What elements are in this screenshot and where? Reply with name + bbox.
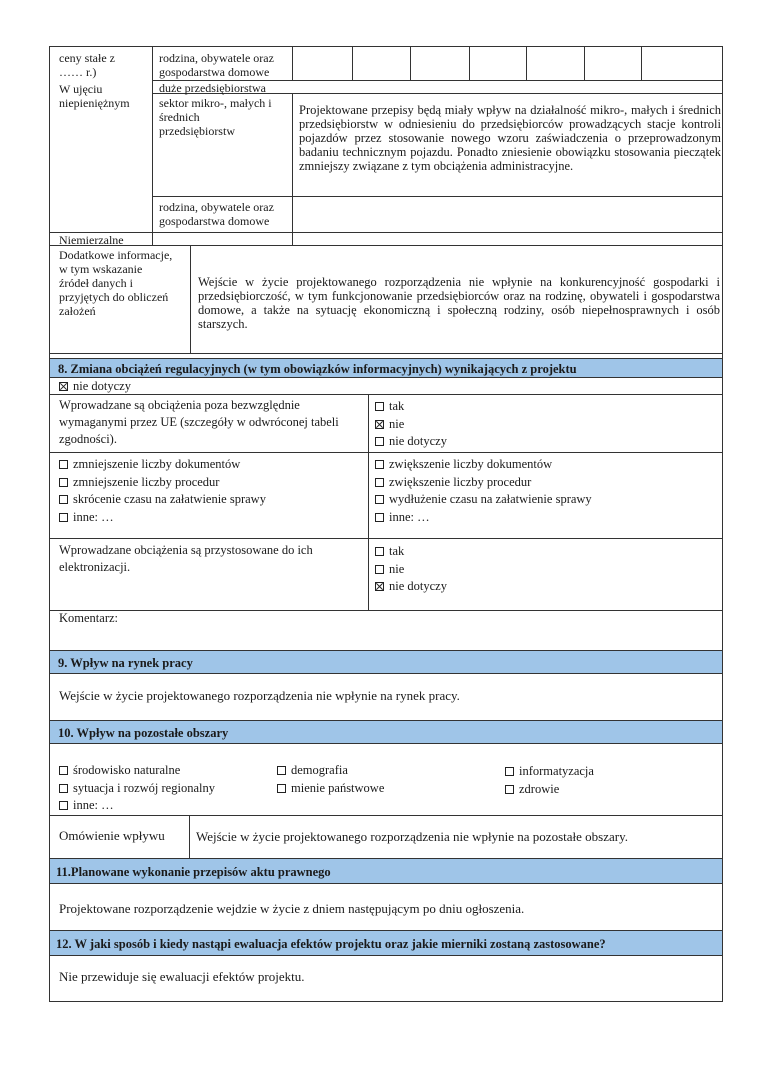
- checkbox-checked-icon: [375, 420, 384, 429]
- section-11-header: 11.Planowane wykonanie przepisów aktu prawnego: [50, 858, 722, 884]
- checkbox-icon: [59, 801, 68, 810]
- checkbox-icon: [277, 766, 286, 775]
- areas-col-2: [277, 762, 384, 797]
- omowienie-label: Omówienie wpływu: [59, 828, 165, 843]
- rule: [410, 47, 411, 80]
- q2-label: Wprowadzane obciążenia są przystosowane do ich elektronizacji.: [59, 543, 313, 574]
- checkbox-icon: [59, 460, 68, 469]
- option-skrocenie-czasu[interactable]: skrócenie czasu na załatwienie sprawy: [59, 491, 266, 509]
- rule: [50, 452, 722, 453]
- rule: [368, 394, 369, 610]
- option-inne-left[interactable]: inne: …: [59, 509, 266, 527]
- checkbox-icon: [505, 767, 514, 776]
- option-inne-areas[interactable]: inne: …: [59, 797, 215, 815]
- rule: [50, 610, 722, 611]
- option-inne-right[interactable]: inne: …: [375, 509, 592, 527]
- checkbox-icon: [375, 547, 384, 556]
- checkbox-icon: [59, 478, 68, 487]
- rule: [50, 353, 722, 354]
- rule: [50, 538, 722, 539]
- omowienie-text: Wejście w życie projektowanego rozporządzenia nie wpłynie na pozostałe obszary.: [196, 829, 628, 844]
- checkbox-icon: [375, 460, 384, 469]
- rule: [526, 47, 527, 80]
- section-9-header: 9. Wpływ na rynek pracy: [50, 650, 722, 674]
- rule: [152, 196, 722, 197]
- checkbox-icon: [375, 402, 384, 411]
- checkbox-icon: [375, 513, 384, 522]
- checkbox-icon: [277, 784, 286, 793]
- section-12-header: 12. W jaki sposób i kiedy nastąpi ewaluacja efektów projektu oraz jakie mierniki zostaną zastosowane?: [50, 930, 722, 956]
- q1-option-nie-dotyczy[interactable]: nie dotyczy: [375, 433, 447, 451]
- q1-label: Wprowadzane są obciążenia poza bezwzględnie wymaganymi przez UE (szczegóły w odwróconej tabeli zgodności).: [59, 398, 339, 446]
- checkbox-icon: [375, 478, 384, 487]
- checkbox-icon: [59, 513, 68, 522]
- option-zmniejszenie-procedur[interactable]: zmniejszenie liczby procedur: [59, 474, 266, 492]
- rule: [292, 93, 293, 245]
- checkbox-checked-icon: [59, 382, 68, 391]
- option-zwiekszenie-procedur[interactable]: zwiększenie liczby procedur: [375, 474, 592, 492]
- q2-options: [375, 543, 447, 596]
- sektor-label: sektor mikro-, małych i średnich przedsiębiorstw: [159, 96, 272, 138]
- rule: [152, 47, 153, 245]
- rule: [352, 47, 353, 80]
- q2-option-nie-dotyczy[interactable]: nie dotyczy: [375, 578, 447, 596]
- rule: [50, 815, 722, 816]
- section-12-text: Nie przewiduje się ewaluacji efektów projektu.: [59, 969, 305, 984]
- q2-option-tak[interactable]: tak: [375, 543, 447, 561]
- option-demografia[interactable]: demografia: [277, 762, 384, 780]
- areas-col-3: [505, 763, 594, 798]
- section-9-text: Wejście w życie projektowanego rozporządzenia nie wpłynie na rynek pracy.: [59, 688, 460, 703]
- areas-col-1: [59, 762, 215, 815]
- checkbox-icon: [505, 785, 514, 794]
- option-mienie-panstwowe[interactable]: mienie państwowe: [277, 780, 384, 798]
- rule: [584, 47, 585, 80]
- rodzina-label-2: rodzina, obywatele oraz gospodarstwa domowe: [159, 200, 274, 228]
- section-8-header: 8. Zmiana obciążeń regulacyjnych (w tym obowiązków informacyjnych) wynikających z projektu: [50, 358, 722, 378]
- section-8-nie-dotyczy[interactable]: nie dotyczy: [59, 379, 131, 393]
- rule: [469, 47, 470, 80]
- section-10-header: 10. Wpływ na pozostałe obszary: [50, 720, 722, 744]
- q1-option-nie[interactable]: nie: [375, 416, 447, 434]
- increase-options: [375, 456, 592, 526]
- checkbox-icon: [375, 565, 384, 574]
- niemierzalne-label: Niemierzalne: [59, 233, 124, 247]
- komentarz-label: Komentarz:: [59, 611, 119, 625]
- rule: [641, 47, 642, 80]
- option-informatyzacja[interactable]: informatyzacja: [505, 763, 594, 781]
- w-ujeciu-label: W ujęciu niepieniężnym: [59, 82, 130, 110]
- rodzina-label-1: rodzina, obywatele oraz gospodarstwa domowe: [159, 51, 274, 79]
- section-11-text: Projektowane rozporządzenie wejdzie w życie z dniem następującym po dniu ogłoszenia.: [59, 901, 525, 916]
- checkbox-icon: [375, 437, 384, 446]
- rule: [50, 394, 722, 395]
- rule: [50, 232, 722, 233]
- dodatkowe-text: Wejście w życie projektowanego rozporządzenia nie wpłynie na konkurencyjność gospodarki i przedsiębiorczość, w tym funkcjonowanie przedsiębiorców oraz na rodzinę, obywateli i gospodarstwa domowe, a także na sytuację ekonomiczną i społeczną rodziny, osób niepełnosprawnych i osób starszych.: [198, 275, 720, 331]
- dodatkowe-label: Dodatkowe informacje, w tym wskazanie źródeł danych i przyjętych do obliczeń założeń: [59, 248, 173, 318]
- rule: [189, 815, 190, 858]
- option-sytuacja-regionalna[interactable]: sytuacja i rozwój regionalny: [59, 780, 215, 798]
- checkbox-icon: [375, 495, 384, 504]
- reduction-options: [59, 456, 266, 526]
- ceny-stale-label: ceny stałe z …… r.): [59, 51, 115, 79]
- q1-option-tak[interactable]: tak: [375, 398, 447, 416]
- rule: [292, 47, 293, 80]
- rule: [50, 245, 722, 246]
- checkbox-icon: [59, 784, 68, 793]
- checkbox-icon: [59, 766, 68, 775]
- option-zdrowie[interactable]: zdrowie: [505, 781, 594, 799]
- q1-options: [375, 398, 447, 451]
- option-zmniejszenie-dokumentow[interactable]: zmniejszenie liczby dokumentów: [59, 456, 266, 474]
- option-wydluzenie-czasu[interactable]: wydłużenie czasu na załatwienie sprawy: [375, 491, 592, 509]
- option-srodowisko[interactable]: środowisko naturalne: [59, 762, 215, 780]
- q2-option-nie[interactable]: nie: [375, 561, 447, 579]
- sektor-text: Projektowane przepisy będą miały wpływ na działalność mikro-, małych i średnich przedsiębiorstw w odniesieniu do przedsiębiorców prowadzących stacje kontroli pojazdów przez stosowanie nowego wzoru zaświadczenia o przeprowadzonym badaniu technicznym pojazdu. Ponadto zniesienie obowiązku stosowania pieczątek zmniejszy związane z tym obciążenia administracyjne.: [299, 103, 721, 173]
- checkbox-icon: [59, 495, 68, 504]
- duze-label: duże przedsiębiorstwa: [159, 81, 266, 95]
- option-zwiekszenie-dokumentow[interactable]: zwiększenie liczby dokumentów: [375, 456, 592, 474]
- rule: [190, 245, 191, 353]
- checkbox-checked-icon: [375, 582, 384, 591]
